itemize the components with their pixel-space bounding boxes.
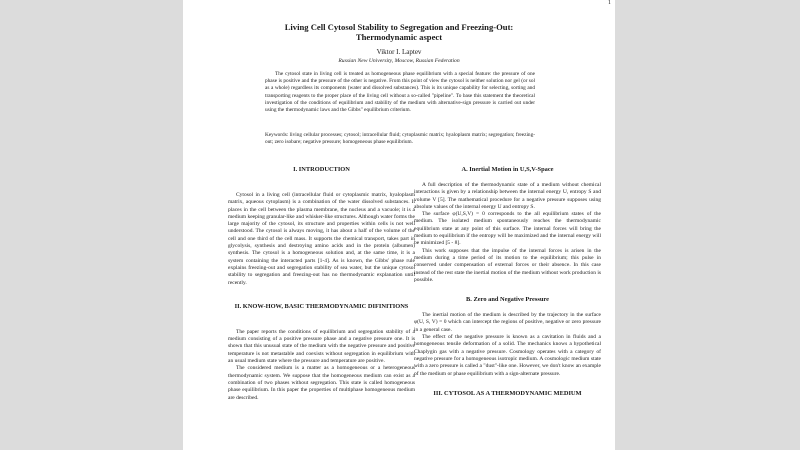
author-affiliation: Russian New University, Moscow, Russian Federation <box>338 58 460 64</box>
title-line-2: Thermodynamic aspect <box>355 32 443 42</box>
subsection-heading-inertial-motion: A. Inertial Motion in U,S,V-Space <box>461 166 554 173</box>
section-heading-introduction: I. INTRODUCTION <box>293 166 350 173</box>
paragraph: The considered medium is a matter as a homogeneous or a heterogeneous thermodynamic system. We suppose that the homogeneous medium can exist as a combination of two phases without segregation. This state is called homogeneous phase equilibrium. In this paper the properties of multiphase homogeneous medium are described. <box>228 365 415 401</box>
paragraph: The effect of the negative pressure is known as a cavitation in fluids and a homogeneous tensile deformation of a solid. The mechanics knows a hypothetical Chaplygin gas with a negative pressure. Cosmology operates with a category of negative pressure for a homogeneous isotropic medium. A cosmologic medium state with a zero pressure is called a "dust"-like one. However, we don't know an example of the medium or phase equilibrium with a sign-alternate pressure. <box>414 334 601 377</box>
paragraph: The surface φ(U,S,V) = 0 corresponds to the all equilibrium states of the medium. The isolated medium spontaneously reaches the thermodynamic equilibrium state at any point of this surface. The internal forces will bring the medium to equilibrium if the entropy will be maximized and the internal energy will be minimized [5 - 8]. <box>414 211 601 247</box>
section-heading-cytosol: III. CYTOSOL AS A THERMODYNAMIC MEDIUM <box>433 389 582 397</box>
right-column <box>414 166 601 406</box>
paragraph: A full description of the thermodynamic state of a medium without chemical interactions is given by a relationship between the internal energy U, entropy S and volume V [5]. The mathematical procedure for a negative pressure supposes using absolute values of the internal energy U and entropy S. <box>414 182 601 210</box>
left-background-bar <box>0 0 183 450</box>
section-heading-know-how: II. KNOW-HOW, BASIC THERMODYNAMIC DIFINITIONS <box>234 302 409 310</box>
page-number: 1 <box>608 0 611 6</box>
paragraph: The inertial motion of the medium is described by the trajectory in the surface φ(U, S, V) = 0 which can intercept the regions of positive, negative or zero pressure in a general case. <box>414 312 601 333</box>
title-line-1: Living Cell Cytosol Stability to Segregation and Freezing-Out: <box>284 22 514 32</box>
paragraph: Cytosol in a living cell (intracellular fluid or cytoplasmic matrix, hyaloplasm matrix, aqueous cytoplasm) is a combination of the water dissolved substances. It places in the cell between the plasma membrane, the nucleus and a vacuole; it is a medium keeping granular-like and whisker-like structures. Although water forms the large majority of the cytosol, its structure and properties within cells is not well understood. The cytosol is always moving, it has about a half of the volume of the cell and one third of the cell mass. It supports the chemical transport, takes part in glycolysis, synthesis and destroying amino acids and in the protein (albumen) synthesis. The cytosol is a homogeneous solution and, at the same time, it is a system containing the interacted parts [1-4]. As is known, the Gibbs' phase rule explains freezing-out and segregation stability of sea water, but the unique cytosol stability to segregation and freezing-out has no thermodynamic explanation until recently. <box>228 192 415 286</box>
author-name: Viktor I. Laptev <box>376 48 422 56</box>
keywords: Keywords: living cellular processes; cytosol; intracellular fluid; cytoplasmic matrix; hyaloplasm matrix; segregation; freezing-out; zero isobare; negative pressure; homogeneous phase equilibrium. <box>265 132 535 146</box>
paragraph: This work supposes that the impulse of the internal forces is arisen in the medium during a time period of its motion to the equilibrium; this pulse in conserved under compensation of external forces or their absence. In this case instead of the rest state the inertial motion of the medium without work production is possible. <box>414 247 601 283</box>
left-column <box>228 166 415 402</box>
document-page <box>183 0 615 450</box>
paper-title <box>183 22 615 42</box>
right-background-bar <box>615 0 800 450</box>
abstract: The cytosol state in living cell is treated as homogeneous phase equilibrium with a special feature: the pressure of one phase is positive and the pressure of the other is negative. From this point of view the cytosol is neither solution nor gel (or sol as a whole) regardless its components (water and dissolved substances). This is its unique capability for selecting, sorting and transporting reagents to the proper place of the living cell without a so-called "pipeline". To base this statement the theoretical investigation of the conditions of equilibrium and stability of the medium with alternative-sign pressure is carried out under using the thermodynamic laws and the Gibbs" equilibrium criterium. <box>265 71 535 114</box>
paragraph: The paper reports the conditions of equilibrium and segregation stability of a medium consisting of a positive pressure phase and a negative pressure one. It is shown that this unusual state of the medium with the negative pressure and positive temperature is not metastable and coexists without segregation in equilibrium with an usual medium state where the pressure and temperature are positive. <box>228 328 415 365</box>
subsection-heading-zero-negative-pressure: B. Zero and Negative Pressure <box>466 296 549 304</box>
